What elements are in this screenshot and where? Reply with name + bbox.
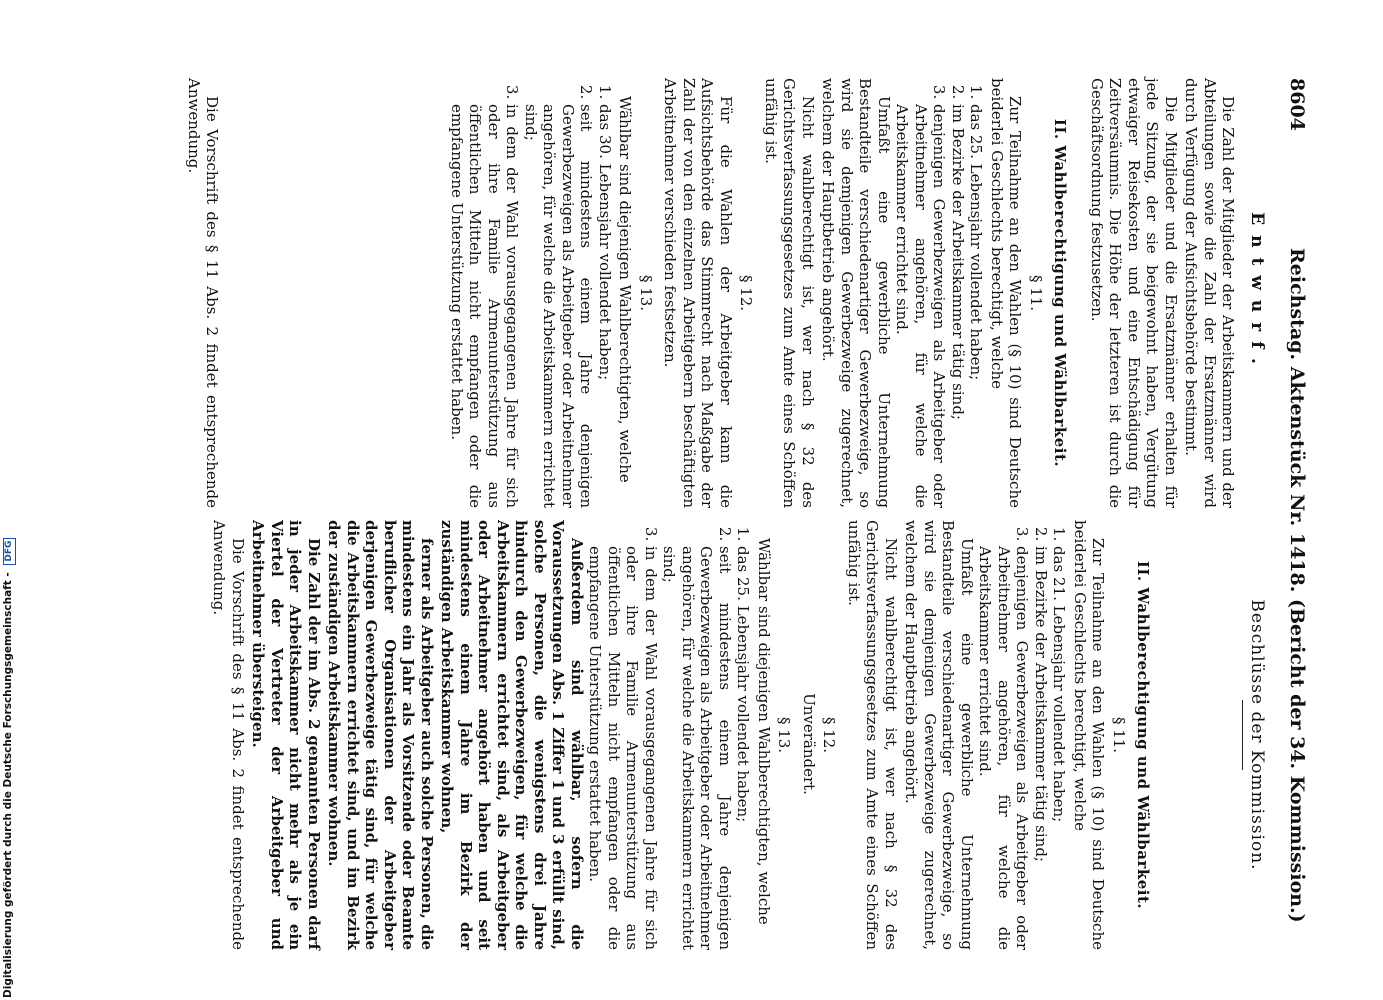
column-heading-draft: Entwurf. xyxy=(1247,212,1267,374)
paragraph-number: § 13. xyxy=(637,274,655,312)
heading-rule xyxy=(1243,700,1244,770)
paragraph-number: § 12. xyxy=(737,274,756,312)
paragraph-number: § 11. xyxy=(1027,274,1045,312)
list-item: 2. seit mindestens einem Jahre denjenigen Gewerbezweigen als Arbeitgeber oder Arbeitnehmer angehören, für welche die Arbeitskammern errichtet sind; xyxy=(522,104,596,508)
paragraph-text: Die Vorschrift des § 11 Abs. 2 findet entsprechende Anwendung. xyxy=(210,520,247,950)
footer-strip xyxy=(0,0,20,1000)
list-item: 1. das 25. Lebensjahr vollendet haben; xyxy=(734,546,753,950)
intro-paragraph: Die Zahl der Mitglieder der Arbeitskammern und der Abteilungen sowie die Zahl der Ersatzmänner wird durch Verfügung der Aufsichtsbehörde bestimmt. xyxy=(1182,78,1238,508)
amended-paragraph: Die Zahl der im Abs. 2 genannten Personen darf in jeder Arbeitskammer nicht mehr als je ein Viertel der Vertreter der Arbeitgeber und Arbeitnehmer übersteigen. xyxy=(249,520,323,950)
paragraph-text: Für die Wahlen der Arbeitgeber kann die Aufsichtsbehörde das Stimmrecht nach Maßgabe der Zahl der von den einzelnen Arbeitgebern beschäftigten Arbeitnehmer verschieden festsetzen. xyxy=(661,78,735,508)
list-item: 3. denjenigen Gewerbezweigen als Arbeitgeber oder Arbeitnehmer angehören, für welche die Arbeitskammer errichtet sind. xyxy=(976,546,1032,950)
list-item: 2. seit mindestens einem Jahre denjenigen Gewerbezweigen als Arbeitgeber oder Arbeitnehmer angehören, für welche die Arbeitskammern errichtet sind; xyxy=(660,546,734,950)
amended-paragraph: Außerdem sind wählbar, sofern die Voraussetzungen Abs. 1 Ziffer 1 und 3 erfüllt sind, solche Personen, die wenigstens drei Jahre hindurch den Gewerbezweigen, für welche die Arbeitskammern errichtet sind, als Arbeitgeber oder Arbeitnehmer angehört haben und seit mindestens einem Jahre im Bezirk der zuständigen Arbeitskammer wohnen, xyxy=(438,520,586,950)
paragraph-text: Nicht wahlberechtigt ist, wer nach § 32 des Gerichtsverfassungsgesetzes zum Amte eines Schöffen unfähig ist. xyxy=(762,78,817,508)
right-column-commission xyxy=(208,520,1266,950)
list-item: 2. im Bezirke der Arbeitskammer tätig sind; xyxy=(949,104,968,508)
left-column-draft xyxy=(183,78,1267,508)
list-item: 3. denjenigen Gewerbezweigen als Arbeitgeber oder Arbeitnehmer angehören, für welche die Arbeitskammer errichtet sind. xyxy=(893,104,949,508)
digitization-credit: Digitalisierung gefördert durch die Deutsche Forschungsgemeinschaft - xyxy=(2,572,14,998)
condition-list xyxy=(893,78,986,508)
list-item: 3. in dem der Wahl vorausgegangenen Jahre für sich oder ihre Familie Armenunterstützung aus öffentlichen Mitteln nicht empfangen oder die empfangene Unterstützung erstattet haben. xyxy=(586,546,660,950)
list-item: 1. das 25. Lebensjahr vollendet haben; xyxy=(967,104,986,508)
paragraph-number: § 12. xyxy=(820,716,839,754)
paragraph-text: Unverändert. xyxy=(800,693,818,795)
paragraph-number: § 11. xyxy=(1110,716,1128,754)
paragraph-text: Zur Teilnahme an den Wahlen (§ 10) sind Deutsche beiderlei Geschlechts berechtigt, welche xyxy=(1071,520,1108,950)
condition-list xyxy=(448,78,615,508)
paragraph-text: Zur Teilnahme an den Wahlen (§ 10) sind Deutsche beiderlei Geschlechts berechtigt, welche xyxy=(988,78,1025,508)
paragraph-text: Umfaßt eine gewerbliche Unternehmung Bestandteile verschiedenartiger Gewerbezweige, so wird sie demjenigen Gewerbezweige zugerechnet, welchem der Hauptbetrieb angehört. xyxy=(902,520,976,950)
paragraph-number: § 13. xyxy=(775,716,794,754)
condition-list xyxy=(586,520,753,950)
list-item: 3. in dem der Wahl vorausgegangenen Jahre für sich oder ihre Familie Armenunterstützung aus öffentlichen Mitteln nicht empfangen oder die empfangene Unterstützung erstattet haben. xyxy=(448,104,522,508)
paragraph-text: Die Vorschrift des § 11 Abs. 2 findet entsprechende Anwendung. xyxy=(185,78,222,508)
page-number: 8604 xyxy=(1286,78,1308,131)
column-heading-commission: Beschlüsse der Kommission. xyxy=(1247,599,1267,871)
section-heading: II. Wahlberechtigung und Wählbarkeit. xyxy=(1134,560,1153,910)
condition-list xyxy=(976,520,1069,950)
paragraph-text: Wählbar sind diejenigen Wahlberechtigten, welche xyxy=(755,538,773,925)
rotated-document-page xyxy=(130,0,1320,1000)
paragraph-text: Wählbar sind diejenigen Wahlberechtigten, welche xyxy=(616,96,635,483)
amended-paragraph: ferner als Arbeitgeber auch solche Personen, die mindestens ein Jahr als Vorsitzende oder Beamte beruflicher Organisationen der Arbeitgeber derjenigen Gewerbezweige tätig sind, für welche die Arbeitskammern errichtet sind, und im Bezirk der zuständigen Arbeitskammer wohnen. xyxy=(325,520,436,950)
paragraph-text: Nicht wahlberechtigt ist, wer nach § 32 des Gerichtsverfassungsgesetzes zum Amte eines Schöffen unfähig ist. xyxy=(845,520,900,950)
list-item: 1. das 21. Lebensjahr vollendet haben; xyxy=(1050,546,1069,950)
page-title: Reichstag. Aktenstück Nr. 1418. (Bericht der 34. Kommission.) xyxy=(1286,248,1308,923)
dfg-logo: DFG xyxy=(3,538,16,565)
list-item: 1. das 30. Lebensjahr vollendet haben; xyxy=(596,104,615,508)
paragraph-text: Umfaßt eine gewerbliche Unternehmung Bestandteile verschiedenartiger Gewerbezweige, so wird sie demjenigen Gewerbezweige zugerechnet, welchem der Hauptbetrieb angehört. xyxy=(819,78,893,508)
intro-paragraph: Die Mitglieder und die Ersatzmänner erhalten für jede Sitzung, der sie beigewohnt haben, Vergütung etwaiger Reisekosten und eine Entschädigung für Zeitversäumnis. Die Höhe der letzteren ist durch die Geschäftsordnung festzusetzen. xyxy=(1088,78,1180,508)
list-item: 2. im Bezirke der Arbeitskammer tätig sind; xyxy=(1032,546,1051,950)
section-heading: II. Wahlberechtigung und Wählbarkeit. xyxy=(1051,118,1070,468)
